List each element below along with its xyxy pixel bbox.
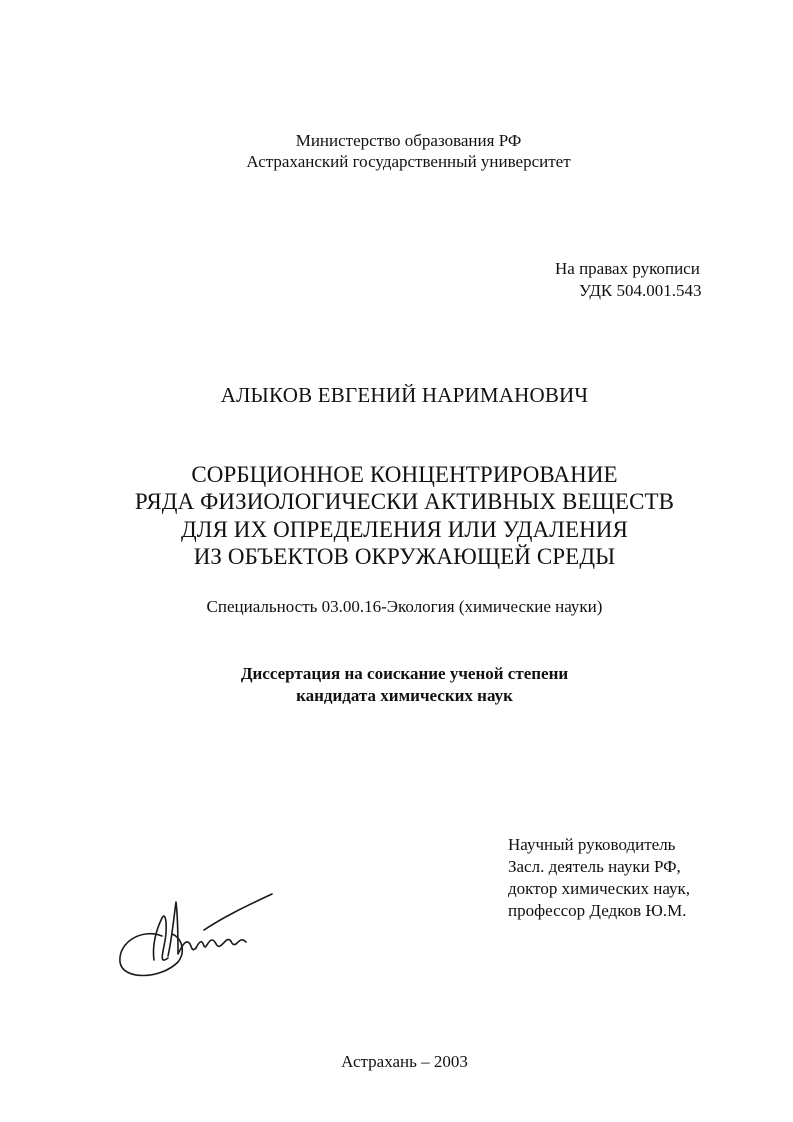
supervisor-line-3: доктор химических наук, xyxy=(508,879,691,898)
udc-code: УДК 504.001.543 xyxy=(579,281,702,300)
city-year: Астрахань – 2003 xyxy=(341,1052,468,1071)
manuscript-rights: На правах рукописи xyxy=(555,259,700,278)
supervisor-line-4: профессор Дедков Ю.М. xyxy=(508,901,687,920)
university-name: Астраханский государственный университет xyxy=(246,152,571,171)
title-line-4: ИЗ ОБЪЕКТОВ ОКРУЖАЮЩЕЙ СРЕДЫ xyxy=(193,544,616,569)
signature-stroke-1 xyxy=(153,916,168,960)
signature-stroke-2 xyxy=(168,902,196,956)
author-name: АЛЫКОВ ЕВГЕНИЙ НАРИМАНОВИЧ xyxy=(220,383,589,407)
title-line-1: СОРБЦИОННОЕ КОНЦЕНТРИРОВАНИЕ xyxy=(191,462,618,487)
handwritten-signature xyxy=(112,888,282,983)
specialty: Специальность 03.00.16-Экология (химические науки) xyxy=(206,597,603,616)
title-line-3: ДЛЯ ИХ ОПРЕДЕЛЕНИЯ ИЛИ УДАЛЕНИЯ xyxy=(181,517,628,542)
signature-tail xyxy=(204,894,272,930)
supervisor-line-2: Засл. деятель науки РФ, xyxy=(508,857,681,876)
signature-loop xyxy=(120,934,182,976)
dissertation-line-1: Диссертация на соискание ученой степени xyxy=(240,664,569,683)
ministry-name: Министерство образования РФ xyxy=(295,131,522,150)
supervisor-line-1: Научный руководитель xyxy=(508,835,676,854)
dissertation-line-2: кандидата химических наук xyxy=(296,686,513,705)
title-line-2: РЯДА ФИЗИОЛОГИЧЕСКИ АКТИВНЫХ ВЕЩЕСТВ xyxy=(134,489,675,514)
signature-stroke-3 xyxy=(196,940,246,948)
